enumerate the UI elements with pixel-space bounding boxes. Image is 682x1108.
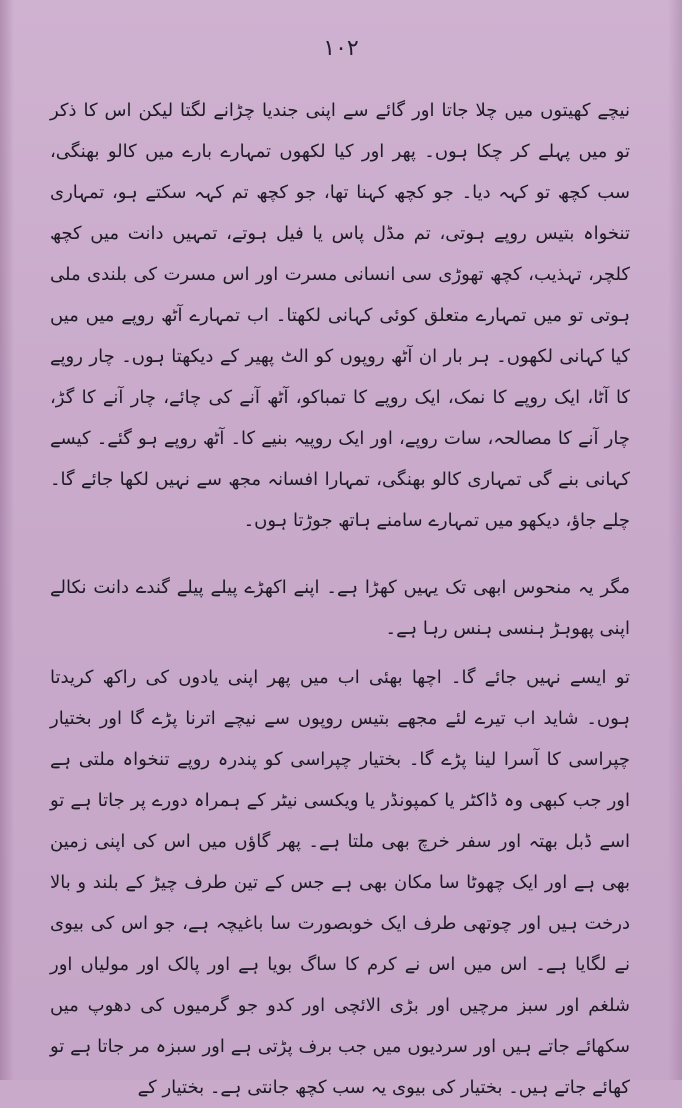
page-right-edge (668, 0, 682, 1080)
paragraph-gap (50, 541, 630, 567)
paragraph-2: مگر یہ منحوس ابھی تک یہیں کھڑا ہے۔ اپنے اکھڑے پیلے پیلے گندے دانت نکالے اپنی پھوہڑ ہنسی ہنس رہا ہے۔ (50, 577, 630, 639)
paragraph-gap (50, 649, 630, 657)
paragraph-3: تو ایسے نہیں جائے گا۔ اچھا بھئی اب میں پھر اپنی یادوں کی راکھ کریدتا ہوں۔ شاید اب تیرے لئے مجھے بتیس روپوں سے نیچے اترنا پڑے گا اور بختیار چپراسی کا آسرا لینا پڑے گا۔ بختیار چپراسی کو پندرہ روپے تنخواہ ملتی ہے اور جب کبھی وہ ڈاکٹر یا کمپونڈر یا ویکسی نیٹر کے ہمراہ دورے پر جاتا ہے تو اسے ڈبل بھتہ اور سفر خرچ بھی ملتا ہے۔ پھر گاؤں میں اس کی اپنی زمین بھی ہے اور ایک چھوٹا سا مکان بھی ہے جس کے تین طرف چیڑ کے بلند و بالا درخت ہیں اور چوتھی طرف ایک خوبصورت سا باغیچہ ہے، جو اس کی بیوی نے لگایا ہے۔ اس میں اس نے کرم کا ساگ بویا ہے اور پالک اور مولیاں اور شلغم اور سبز مرچیں اور بڑی الائچی اور کدو جو گرمیوں کی دھوپ میں سکھائے جاتے ہیں اور سردیوں میں جب برف پڑتی ہے اور سبزہ مر جاتا ہے تو کھائے جاتے ہیں۔ بختیار کی بیوی یہ سب کچھ جانتی ہے۔ بختیار کے (50, 667, 630, 1098)
paragraph-1: نیچے کھیتوں میں چلا جاتا اور گائے سے اپنی جندیا چڑانے لگتا لیکن اس کا ذکر تو میں پہلے کر چکا ہوں۔ پھر اور کیا لکھوں تمہارے بارے میں کالو بھنگی، سب کچھ تو کہہ دیا۔ جو کچھ کہنا تھا، جو کچھ تم کہہ سکتے ہو، تمہاری تنخواہ بتیس روپے ہوتی، تم مڈل پاس یا فیل ہوتے، تمہیں دانت میں کچھ کلچر، تہذیب، کچھ تھوڑی سی انسانی مسرت اور اس مسرت کی بلندی ملی ہوتی تو میں تمہارے متعلق کوئی کہانی لکھتا۔ اب تمہارے آٹھ روپے میں میں کیا کہانی لکھوں۔ ہر بار ان آٹھ روپوں کو الٹ پھیر کے دیکھتا ہوں۔ چار روپے کا آٹا، ایک روپے کا نمک، ایک روپے کا تمباکو، آٹھ آنے کی چائے، چار آنے کا گڑ، چار آنے کا مصالحہ، سات روپے، اور ایک روپیہ بنیے کا۔ آٹھ روپے ہو گئے۔ کیسے کہانی بنے گی تمہاری کالو بھنگی، تمہارا افسانہ مجھ سے نہیں لکھا جائے گا۔ چلے جاؤ، دیکھو میں تمہارے سامنے ہاتھ جوڑتا ہوں۔ (50, 100, 630, 531)
page-number: ۱۰۲ (323, 36, 359, 61)
page-left-edge (0, 0, 14, 1080)
page-body (50, 90, 630, 1108)
